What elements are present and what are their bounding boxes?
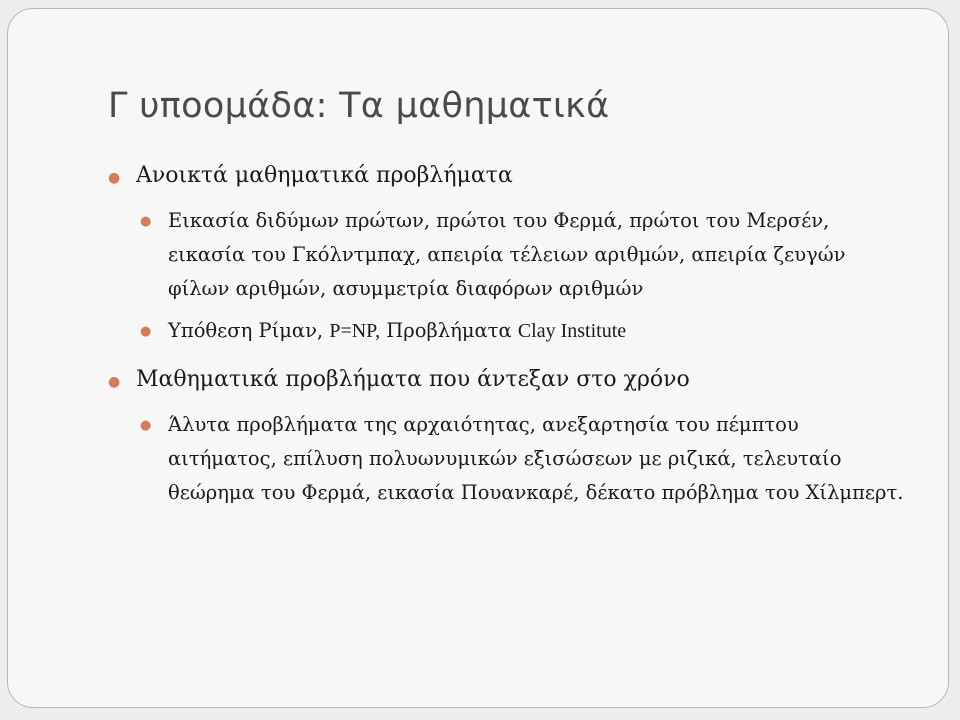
sub-bullet-text-part: Υπόθεση Ρίμαν, [168, 319, 324, 342]
sub-bullet-text: Άλυτα προβλήματα της αρχαιότητας, ανεξαρτησία του πέμπτου αιτήματος, επίλυση πολυωνυμικών εξισώσεων με ριζικά, τελευταίο θεώρημα του Φερμά, εικασία Πουανκαρέ, δέκατο πρόβλημα του Χίλμπερτ. [168, 413, 904, 504]
sub-list-open-problems [108, 204, 908, 348]
bullet-heading: Ανοικτά μαθηματικά προβλήματα [136, 163, 513, 188]
slide-content [108, 160, 908, 526]
bullet-item-open-problems [108, 160, 908, 192]
sub-bullet-text-part: P=NP, [329, 320, 381, 342]
bullet-dot-icon: ● [108, 374, 121, 390]
sub-bullet-item [140, 408, 908, 510]
sub-list-enduring-problems [108, 408, 908, 510]
bullet-dot-icon: ● [140, 418, 152, 433]
sub-bullet-text: Εικασία διδύμων πρώτων, πρώτοι του Φερμά, πρώτοι του Μερσέν, εικασία του Γκόλντμπαχ, απειρία τέλειων αριθμών, απειρία ζευγών φίλων αριθμών, ασυμμετρία διαφόρων αριθμών [168, 209, 846, 300]
sub-bullet-item [140, 314, 908, 348]
sub-bullet-item [140, 204, 908, 306]
bullet-dot-icon: ● [140, 214, 152, 229]
bullet-item-enduring-problems [108, 364, 908, 396]
bullet-dot-icon: ● [108, 170, 121, 186]
bullet-heading: Μαθηματικά προβλήματα που άντεξαν στο χρόνο [136, 367, 690, 392]
sub-bullet-text-part: Clay Institute [517, 320, 627, 342]
bullet-dot-icon: ● [140, 324, 152, 339]
sub-bullet-text-part: Προβλήματα [386, 319, 512, 342]
slide-title: Γ υποομάδα: Τα μαθηματικά [108, 86, 610, 126]
